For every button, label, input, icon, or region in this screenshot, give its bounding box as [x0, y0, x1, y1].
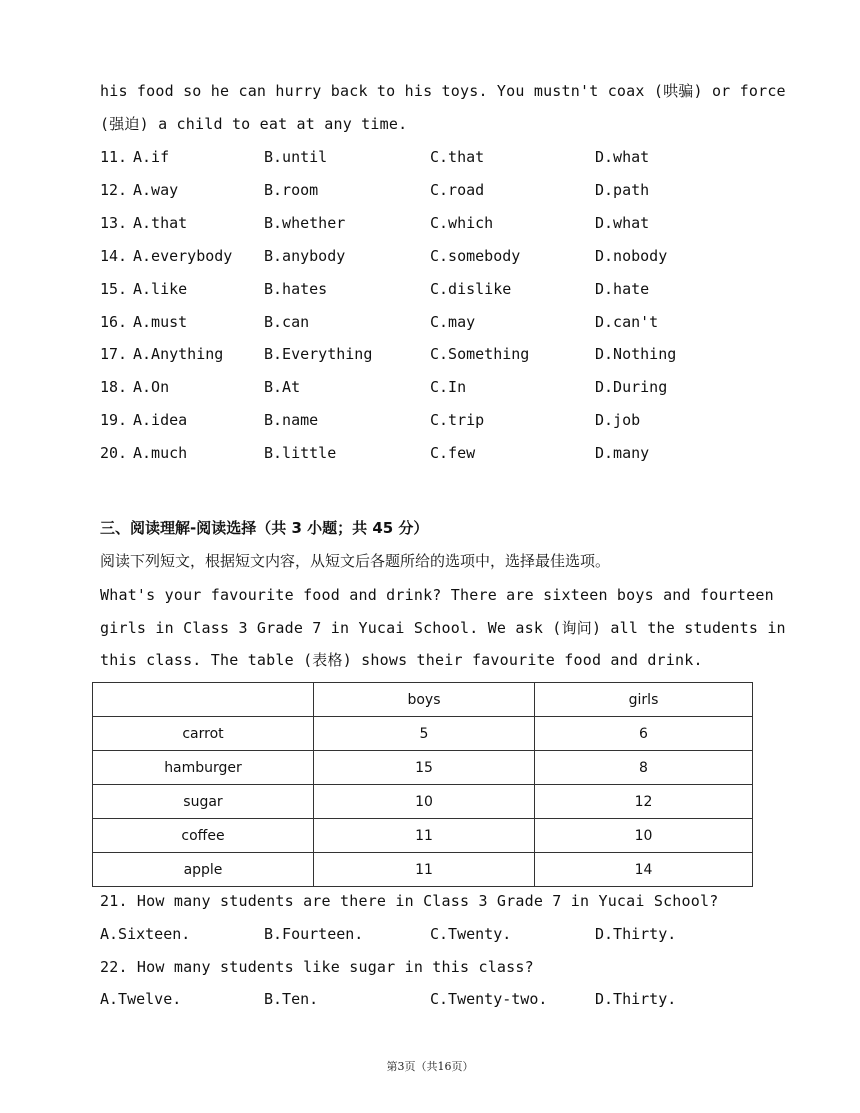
question-number: 16.: [100, 313, 128, 331]
table-row: [93, 853, 753, 887]
option-c: C.may: [430, 313, 476, 331]
option-b: B.room: [264, 181, 319, 199]
option-c: C.Twenty.: [430, 925, 512, 943]
option-a: A.way: [133, 181, 179, 199]
question-number: 12.: [100, 181, 128, 199]
table-header-cell: girls: [535, 683, 753, 717]
option-c: C.which: [430, 214, 494, 232]
option-c: C.Something: [430, 345, 530, 363]
option-d: D.path: [595, 181, 650, 199]
option-d: D.hate: [595, 280, 650, 298]
question-number: 19.: [100, 411, 128, 429]
option-row-20: [100, 443, 760, 463]
option-c: C.that: [430, 148, 485, 166]
option-d: D.nobody: [595, 247, 668, 265]
table-cell: hamburger: [93, 751, 314, 785]
answer-options-21: [100, 924, 760, 944]
option-d: D.During: [595, 378, 668, 396]
option-a: A.that: [133, 214, 188, 232]
table-row: [93, 785, 753, 819]
option-a: A.everybody: [133, 247, 233, 265]
passage-line: his food so he can hurry back to his toys. You mustn't coax (哄骗) or force: [100, 82, 786, 100]
option-row-19: [100, 410, 760, 430]
question-number: 17.: [100, 345, 128, 363]
section-instruction: 阅读下列短文，根据短文内容，从短文后各题所给的选项中，选择最佳选项。: [100, 552, 611, 570]
option-b: B.little: [264, 444, 337, 462]
option-c: C.trip: [430, 411, 485, 429]
option-row-12: [100, 180, 760, 200]
table-cell: 14: [535, 853, 753, 887]
option-b: B.until: [264, 148, 328, 166]
option-a: A.idea: [133, 411, 188, 429]
table-header-cell: boys: [314, 683, 535, 717]
option-d: D.many: [595, 444, 650, 462]
option-a: A.if: [133, 148, 170, 166]
option-a: A.like: [133, 280, 188, 298]
question-number: 13.: [100, 214, 128, 232]
passage-line: (强迫) a child to eat at any time.: [100, 115, 408, 133]
reading-line: this class. The table (表格) shows their favourite food and drink.: [100, 651, 703, 669]
table-cell: carrot: [93, 717, 314, 751]
table-header-cell: [93, 683, 314, 717]
option-row-15: [100, 279, 760, 299]
question-number: 20.: [100, 444, 128, 462]
table-row: [93, 751, 753, 785]
table-header-row: [93, 683, 753, 717]
option-a: A.Twelve.: [100, 990, 182, 1008]
reading-line: girls in Class 3 Grade 7 in Yucai School. We ask (询问) all the students in: [100, 619, 786, 637]
table-cell: 10: [535, 819, 753, 853]
option-c: C.In: [430, 378, 467, 396]
option-b: B.Ten.: [264, 990, 319, 1008]
option-a: A.must: [133, 313, 188, 331]
option-b: B.can: [264, 313, 310, 331]
option-c: C.few: [430, 444, 476, 462]
section-heading: 三、阅读理解-阅读选择（共 3 小题；共 45 分）: [100, 519, 429, 537]
reading-line: What's your favourite food and drink? There are sixteen boys and fourteen: [100, 586, 774, 604]
question-number: 11.: [100, 148, 128, 166]
table-cell: 10: [314, 785, 535, 819]
option-d: D.what: [595, 214, 650, 232]
option-row-11: [100, 147, 760, 167]
option-row-13: [100, 213, 760, 233]
food-drink-table: [92, 682, 753, 887]
option-b: B.At: [264, 378, 301, 396]
question-stem: 22. How many students like sugar in this class?: [100, 958, 534, 976]
option-d: D.what: [595, 148, 650, 166]
page-footer: 第3页（共16页）: [386, 1060, 474, 1073]
table-cell: coffee: [93, 819, 314, 853]
option-c: C.somebody: [430, 247, 521, 265]
option-b: B.whether: [264, 214, 346, 232]
option-b: B.hates: [264, 280, 328, 298]
option-row-18: [100, 377, 760, 397]
option-d: D.Nothing: [595, 345, 677, 363]
option-b: B.Fourteen.: [264, 925, 364, 943]
option-a: A.On: [133, 378, 170, 396]
option-a: A.Anything: [133, 345, 224, 363]
table-row: [93, 717, 753, 751]
option-a: A.much: [133, 444, 188, 462]
option-d: D.Thirty.: [595, 925, 677, 943]
option-row-16: [100, 312, 760, 332]
option-c: C.dislike: [430, 280, 512, 298]
option-d: D.can't: [595, 313, 659, 331]
answer-options-22: [100, 989, 760, 1009]
question-stem: 21. How many students are there in Class 3 Grade 7 in Yucai School?: [100, 892, 719, 910]
table-cell: 12: [535, 785, 753, 819]
option-d: D.Thirty.: [595, 990, 677, 1008]
table-cell: 11: [314, 819, 535, 853]
option-d: D.job: [595, 411, 641, 429]
option-b: B.name: [264, 411, 319, 429]
table-cell: 11: [314, 853, 535, 887]
question-number: 18.: [100, 378, 128, 396]
table-cell: 8: [535, 751, 753, 785]
question-number: 14.: [100, 247, 128, 265]
option-b: B.Everything: [264, 345, 373, 363]
option-b: B.anybody: [264, 247, 346, 265]
table-cell: 6: [535, 717, 753, 751]
option-row-14: [100, 246, 760, 266]
table-cell: 15: [314, 751, 535, 785]
table-cell: sugar: [93, 785, 314, 819]
option-a: A.Sixteen.: [100, 925, 191, 943]
table-cell: apple: [93, 853, 314, 887]
option-c: C.Twenty-two.: [430, 990, 548, 1008]
table-row: [93, 819, 753, 853]
option-row-17: [100, 344, 760, 364]
option-c: C.road: [430, 181, 485, 199]
question-number: 15.: [100, 280, 128, 298]
table-cell: 5: [314, 717, 535, 751]
